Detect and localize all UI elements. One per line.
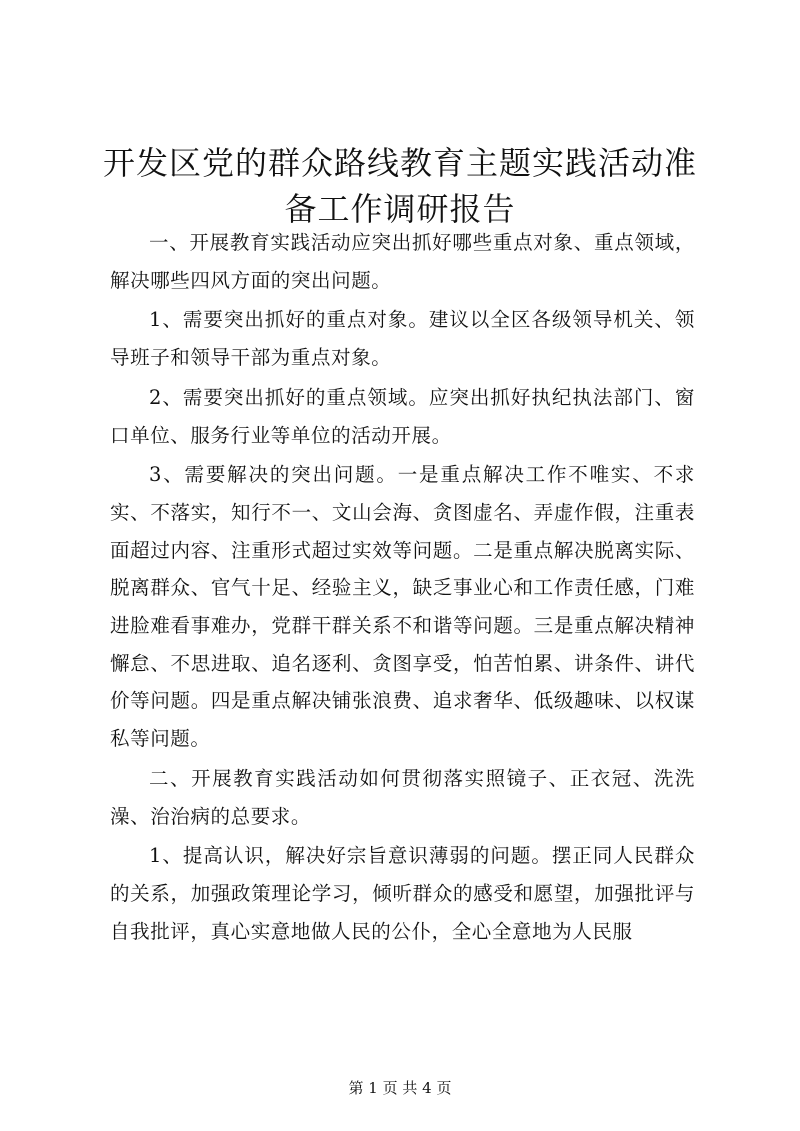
page-footer: 第 1 页 共 4 页	[348, 1079, 452, 1097]
paragraph: 二、开展教育实践活动如何贯彻落实照镜子、正衣冠、洗洗澡、治治病的总要求。	[110, 766, 695, 828]
document-title: 开发区党的群众路线教育主题实践活动准备工作调研报告	[102, 144, 697, 228]
paragraph: 2、需要突出抓好的重点领域。应突出抓好执纪执法部门、窗口单位、服务行业等单位的活动开展。	[110, 385, 695, 447]
paragraph: 3、需要解决的突出问题。一是重点解决工作不唯实、不求实、不落实，知行不一、文山会海、贪图虚名、弄虚作假，注重表面超过内容、注重形式超过实效等问题。二是重点解决脱离实际、脱离群众、官气十足、经验主义，缺乏事业心和工作责任感，门难进脸难看事难办，党群干群关系不和谐等问题。三是重点解决精神懈怠、不思进取、追名逐利、贪图享受，怕苦怕累、讲条件、讲代价等问题。四是重点解决铺张浪费、追求奢华、低级趣味、以权谋私等问题。	[110, 463, 695, 751]
paragraph: 1、需要突出抓好的重点对象。建议以全区各级领导机关、领导班子和领导干部为重点对象。	[110, 308, 695, 370]
paragraph: 1、提高认识，解决好宗旨意识薄弱的问题。摆正同人民群众的关系，加强政策理论学习，倾听群众的感受和愿望，加强批评与自我批评，真心实意地做人民的公仆，全心全意地为人民服	[110, 844, 695, 943]
document-body	[110, 224, 695, 952]
paragraph: 一、开展教育实践活动应突出抓好哪些重点对象、重点领域，解决哪些四风方面的突出问题。	[110, 231, 695, 292]
